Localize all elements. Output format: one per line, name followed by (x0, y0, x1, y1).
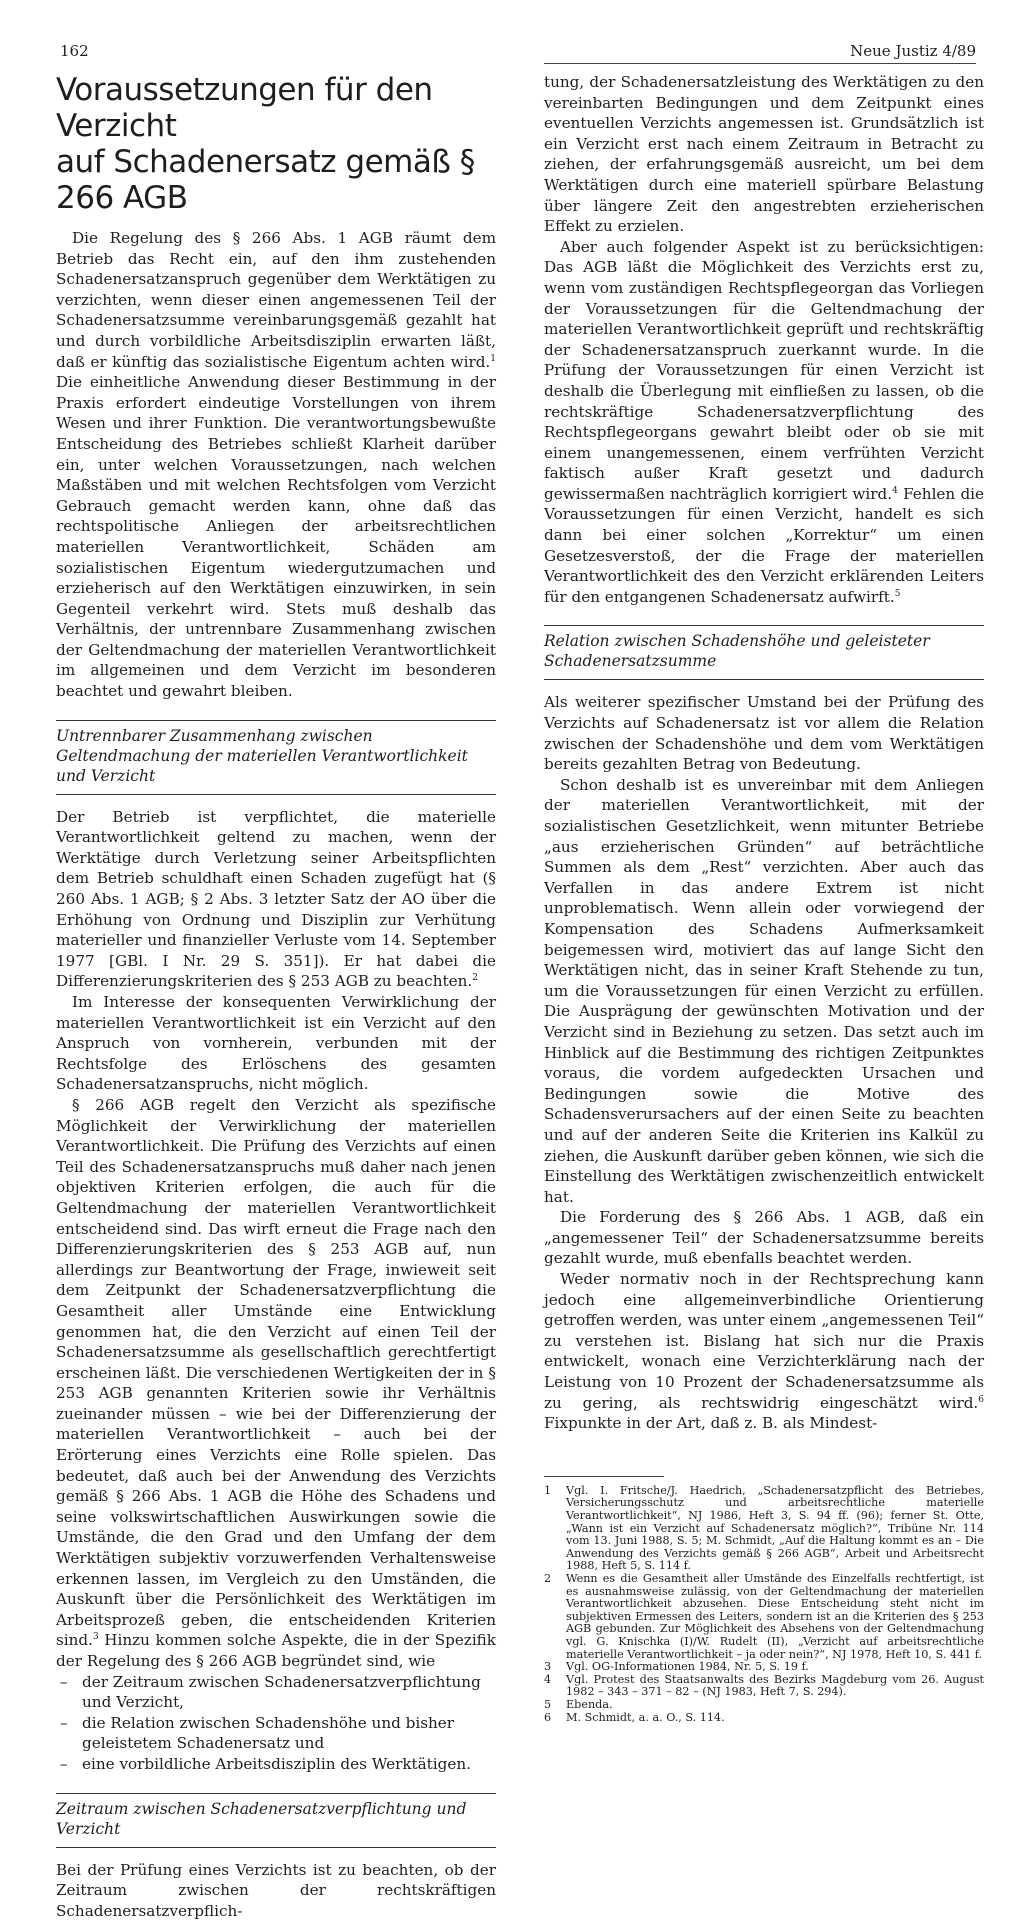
list-item: – eine vorbildliche Arbeitsdisziplin des Werktätigen. (56, 1754, 496, 1775)
paragraph-text: Der Betrieb ist verpflichtet, die materielle Verantwortlichkeit geltend zu machen, wenn der Werktätige durch Verletzung seiner Arbeitspflichten dem Betrieb schuldhaft einen Schaden zugefügt hat (§ 260 Abs. 1 AGB; § 2 Abs. 3 letzter Satz der AO über die Erhöhung von Ordnung und Disziplin zur Verhütung materieller und finanzieller Verluste vom 14. September 1977 [GBl. I Nr. 29 S. 351]). Er hat dabei die Differenzierungskriterien des § 253 AGB zu beachten. (56, 807, 496, 991)
paragraph-text: Aber auch folgender Aspekt ist zu berücksichtigen: Das AGB läßt die Möglichkeit des Verzichts erst zu, wenn vom zuständigen Rechtspflegeorgan das Vorliegen der Voraussetzungen für die Geltendmachung der materiellen Verantwortlichkeit geprüft und rechtskräftig der Schadenersatzanspruch zuerkannt wurde. In die Prüfung der Voraussetzungen für einen Verzicht ist deshalb die Überlegung mit einfließen zu lassen, ob die rechtskräftige Schadenersatzverpflichtung des Rechtspflegeorgans gewahrt bleibt oder ob sie mit einem unangemessenen, einem verfrühten Verzicht faktisch außer Kraft gesetzt und dadurch gewissermaßen nachträglich korrigiert wird. (544, 237, 984, 503)
paragraph: Bei der Prüfung eines Verzichts ist zu beachten, ob der Zeitraum zwischen der rechtskräftigen Schadenersatzverpflich- (56, 1860, 496, 1920)
footnote (544, 1573, 984, 1661)
paragraph: Als weiterer spezifischer Umstand bei der Prüfung des Verzichts auf Schadenersatz ist vor allem die Relation zwischen der Schadenshöhe und dem vom Werktätigen bereits gezahlten Betrag von Bedeutung. (544, 693, 984, 774)
footnote (544, 1674, 984, 1699)
footnote-ref[interactable]: 1 (490, 353, 496, 364)
journal-issue: Neue Justiz 4/89 (850, 42, 976, 60)
intro-text: Die Regelung des § 266 Abs. 1 AGB räumt dem Betrieb das Recht ein, auf den ihm zustehenden Schadenersatzanspruch gegenüber dem Werktätigen zu verzichten, wenn dieser einen angemessenen Teil der Schadenersatzsumme vereinbarungsgemäß gezahlt hat und durch vorbildliche Arbeitsdisziplin erwarten läßt, daß er künftig das sozialistische Eigentum achten wird. (56, 229, 496, 371)
section-heading-3: Relation zwischen Schadenshöhe und geleisteter Schadenersatzsumme (544, 625, 984, 680)
intro-text-rest: Die einheitliche Anwendung dieser Bestimmung in der Praxis erfordert eindeutige Vorstellungen von ihrem Wesen und ihrer Funktion. Die verantwortungsbewußte Entscheidung des Betriebes schließt Klarheit darüber ein, unter welchen Voraussetzungen, nach welchen Maßstäben und mit welchen Rechtsfolgen vom Verzicht Gebrauch gemacht werden kann, ohne daß das rechtspolitische Anliegen der arbeitsrechtlichen materiellen Verantwortlichkeit, Schäden am sozialistischen Eigentum wiedergutzumachen und erzieherisch auf den Werktätigen einzuwirken, in sein Gegenteil verkehrt wird. Stets muß deshalb das Verhältnis, der untrennbare Zusammenhang zwischen der Geltendmachung der materiellen Verantwortlichkeit im allgemeinen und dem Verzicht im besonderen beachtet und gewahrt bleiben. (56, 373, 496, 701)
paragraph (56, 1095, 496, 1672)
paragraph-text: Weder normativ noch in der Rechtsprechung kann jedoch eine allgemeinverbindliche Orientierung getroffen werden, was unter einem „angemessenen Teil“ zu verstehen ist. Bislang hat sich nur die Praxis entwickelt, wonach eine Verzichterklärung nach der Leistung von 10 Prozent der Schadenersatzsumme als zu gering, als rechtswidrig eingeschätzt wird. (544, 1270, 984, 1412)
paragraph (544, 1269, 984, 1434)
section-heading-1: Untrennbarer Zusammenhang zwischen Geltendmachung der materiellen Verantwortlichkeit und Verzicht (56, 720, 496, 795)
footnote-ref[interactable]: 6 (978, 1394, 984, 1405)
header-rule (544, 63, 976, 64)
footnote-text: Vgl. I. Fritsche/J. Haedrich, „Schadenersatzpflicht des Betriebes, Versicherungsschutz und arbeitsrechtliche materielle Verantwortlichkeit“, NJ 1986, Heft 3, S. 94 ff. (96); ferner St. Otte, „Wann ist ein Verzicht auf Schadenersatz möglich?“, Tribüne Nr. 114 vom 13. Juni 1988, S. 5; M. Schmidt, „Auf die Haltung kommt es an – Die Anwendung des Verzichts gemäß § 266 AGB“, Arbeit und Arbeitsrecht 1988, Heft 5, S. 114 f. (566, 1483, 984, 1573)
page-number: 162 (60, 42, 89, 60)
left-column (56, 72, 496, 1921)
footnote-number: 4 (544, 1672, 552, 1686)
paragraph (544, 237, 984, 608)
paragraph (56, 807, 496, 992)
title-line-2: auf Schadenersatz gemäß § 266 AGB (56, 144, 475, 216)
paragraph-text-rest: Hinzu kommen solche Aspekte, die in der Spezifik der Regelung des § 266 AGB begründet sind, wie (56, 1631, 497, 1670)
footnote (544, 1712, 984, 1725)
footnote-number: 1 (544, 1483, 552, 1497)
footnote-text: Ebenda. (566, 1697, 613, 1711)
footnotes (544, 1485, 984, 1724)
title-line-1: Voraussetzungen für den Verzicht (56, 72, 433, 144)
footnote (544, 1699, 984, 1712)
footnote-number: 6 (544, 1710, 552, 1724)
footnote-text: Vgl. Protest des Staatsanwalts des Bezirks Magdeburg vom 26. August 1982 – 343 – 371 – 82 – (NJ 1983, Heft 7, S. 294). (566, 1672, 984, 1699)
footnote-ref[interactable]: 3 (92, 1632, 99, 1643)
footnote-number: 2 (544, 1571, 552, 1585)
paragraph-text: § 266 AGB regelt den Verzicht als spezifische Möglichkeit der Verwirklichung der materiellen Verantwortlichkeit. Die Prüfung des Verzichts auf einen Teil des Schadenersatzanspruchs muß daher nach jenen objektiven Kriterien erfolgen, die auch für die Geltendmachung der materiellen Verantwortlichkeit entscheidend sind. Das wirft erneut die Frage nach den Differenzierungskriterien des § 253 AGB auf, nun allerdings zur Beantwortung der Frage, inwieweit seit dem Zeitpunkt der Schadenersatzverpflichtung die Gesamtheit aller Umstände eine Entwicklung genommen hat, die den Verzicht auf einen Teil der Schadenersatzsumme als gesellschaftlich gerechtfertigt erscheinen läßt. Die verschiedenen Wertigkeiten der in § 253 AGB genannten Kriterien sowie ihr Verhältnis zueinander müssen – wie bei der Differenzierung der materiellen Verantwortlichkeit – auch bei der Erörterung eines Verzichts eine Rolle spielen. Das bedeutet, daß auch bei der Anwendung des Verzichts gemäß § 266 Abs. 1 AGB die Höhe des Schadens und seine volkswirtschaftlichen Auswirkungen sowie die Umstände, die den Grad und den Umfang der dem Werktätigen subjektiv vorzuwerfenden Verhaltensweise erkennen lassen, im Vergleich zu den Umständen, die Auskunft über die Persönlichkeit des Werktätigen im Arbeitsprozeß geben, die entscheidenden Kriterien sind. (56, 1095, 496, 1650)
list-item: – die Relation zwischen Schadenshöhe und bisher geleistetem Schadenersatz und (56, 1713, 496, 1754)
paragraph: Schon deshalb ist es unvereinbar mit dem Anliegen der materiellen Verantwortlichkeit, mit der sozialistischen Gesetzlichkeit, wenn mitunter Betriebe „aus erzieherischen Gründen“ auf beträchtliche Summen als dem „Rest“ verzichten. Aber auch das Verfallen in das andere Extrem ist nicht unproblematisch. Wenn allein oder vorwiegend der Kompensation des Schadens Aufmerksamkeit beigemessen wird, motiviert das auf lange Sicht den Werktätigen nicht, das in seiner Kraft Stehende zu tun, um die Voraussetzungen für einen Verzicht zu erfüllen. Die Ausprägung der gewünschten Motivation und der Verzicht sind in Beziehung zu setzen. Das setzt auch im Hinblick auf die Bestimmung des richtigen Zeitpunktes voraus, die vordem aufgedeckten Ursachen und Bedingungen sowie die Motive des Schadensverursachers auf der einen Seite zu beachten und auf der anderen Seite die Kriterien ins Kalkül zu ziehen, die Auskunft darüber geben können, wie sich die Einstellung des Werktätigen zwischenzeitlich entwickelt hat. (544, 775, 984, 1206)
footnote-ref[interactable]: 4 (892, 485, 898, 496)
footnote-text: Wenn es die Gesamtheit aller Umstände des Einzelfalls rechtfertigt, ist es ausnahmsweise zulässig, von der Geltendmachung der materiellen Verantwortlichkeit abzusehen. Diese Entscheidung steht nicht im subjektiven Ermessen des Leiters, sondern ist an die Kriterien des § 253 AGB gebunden. Zur Möglichkeit des Absehens von der Geltendmachung vgl. G. Knischka (I)/W. Rudelt (II), „Verzicht auf arbeitsrechtliche materielle Verantwortlichkeit – ja oder nein?“, NJ 1978, Heft 10, S. 441 f. (566, 1571, 984, 1661)
paragraph: Im Interesse der konsequenten Verwirklichung der materiellen Verantwortlichkeit ist ein Verzicht auf den Anspruch von vornherein, verbunden mit der Rechtsfolge des Erlöschens des gesamten Schadenersatzanspruchs, nicht möglich. (56, 993, 496, 1094)
footnote-text: Vgl. OG-Informationen 1984, Nr. 5, S. 19 f. (566, 1660, 809, 1674)
criteria-list (56, 1672, 496, 1775)
section-heading-2: Zeitraum zwischen Schadenersatzverpflichtung und Verzicht (56, 1793, 496, 1848)
footnote (544, 1661, 984, 1674)
footnote-number: 3 (544, 1660, 552, 1674)
footnote (544, 1485, 984, 1573)
article-title (56, 72, 496, 216)
footnote-number: 5 (544, 1697, 552, 1711)
paragraph-text-rest: Fixpunkte in der Art, daß z. B. als Mindest- (544, 1414, 878, 1433)
footnote-rule (544, 1476, 664, 1477)
right-column (544, 72, 984, 1724)
footnote-text: M. Schmidt, a. a. O., S. 114. (566, 1710, 725, 1724)
footnote-ref[interactable]: 5 (894, 588, 901, 599)
footnote-ref[interactable]: 2 (472, 973, 478, 984)
paragraph-text-rest: Fehlen die Voraussetzungen für einen Verzicht, handelt es sich dann bei einer solchen „Korrektur“ um einen Gesetzesverstoß, der die Frage der materiellen Verantwortlichkeit des den Verzicht erklärenden Leiters für den entgangenen Schadenersatz aufwirft. (544, 484, 985, 606)
paragraph: Die Forderung des § 266 Abs. 1 AGB, daß ein „angemessener Teil“ der Schadenersatzsumme bereits gezahlt wurde, muß ebenfalls beachtet werden. (544, 1208, 984, 1268)
list-item: – der Zeitraum zwischen Schadenersatzverpflichtung und Verzicht, (56, 1672, 496, 1713)
intro-paragraph (56, 228, 496, 702)
paragraph: tung, der Schadenersatzleistung des Werktätigen zu den vereinbarten Bedingungen und dem Zeitpunkt eines eventuellen Verzichts angemessen ist. Grundsätzlich ist ein Verzicht erst nach einem Zeitraum in Betracht zu ziehen, der erfahrungsgemäß ausreicht, um bei dem Werktätigen durch eine materiell spürbare Belastung über längere Zeit den angestrebten erzieherischen Effekt zu erzielen. (544, 73, 984, 236)
